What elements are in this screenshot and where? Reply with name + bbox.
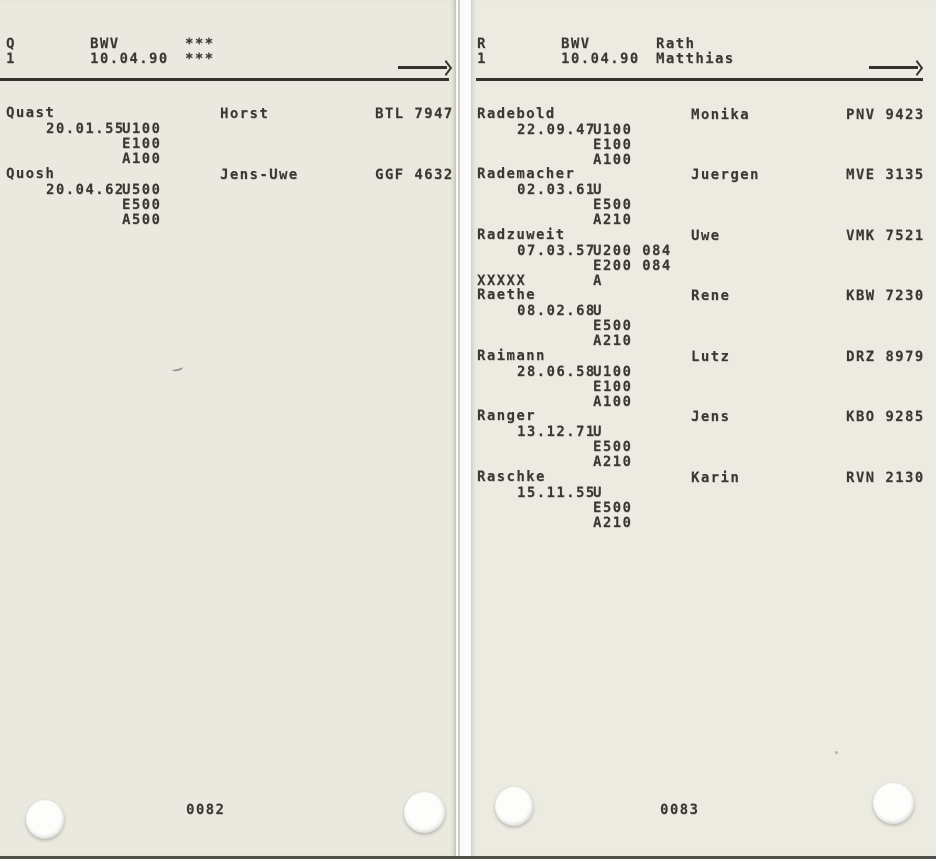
sequence-number: 1: [477, 51, 487, 67]
entry-code-3: A500: [122, 211, 162, 228]
page-number: 0082: [186, 802, 226, 818]
registry-card-left: [0, 0, 456, 856]
entry-firstname: Jens: [691, 409, 731, 425]
entry-birthdate: 20.04.62: [46, 181, 125, 198]
page-number: 0083: [660, 802, 700, 818]
entry-code-2: E500: [593, 196, 633, 213]
entry-surname: Rademacher: [477, 166, 576, 182]
entry-birthdate: 15.11.55: [517, 484, 596, 501]
entry-code-2: E500: [593, 438, 633, 455]
registry-entry: [471, 408, 936, 468]
punch-hole: [873, 783, 914, 824]
registry-entry: [471, 469, 936, 529]
entry-code-2: E200 084: [593, 257, 672, 274]
org-label: BWV: [561, 36, 591, 52]
entry-plate-code: KBO 9285: [846, 409, 925, 425]
entry-plate-code: BTL 7947: [375, 106, 454, 122]
ref-line-1: ***: [185, 36, 215, 52]
registry-card-right: [471, 0, 936, 856]
entry-surname: Radebold: [477, 106, 556, 122]
scan-speck: [835, 751, 838, 754]
punch-hole: [495, 787, 533, 826]
registry-entry: [471, 348, 936, 408]
entry-code-1: U500: [122, 181, 162, 198]
entry-birthdate: 22.09.47: [517, 121, 596, 138]
entry-surname: Raimann: [477, 348, 546, 364]
ref-line-2: ***: [185, 51, 215, 67]
entry-firstname: Karin: [691, 470, 741, 486]
entry-birthdate: 08.02.68: [517, 302, 596, 319]
entry-plate-code: RVN 2130: [846, 470, 925, 486]
ref-line-1: Rath: [656, 36, 696, 52]
entry-void-marker: XXXXX: [477, 272, 527, 289]
entry-code-2: E500: [593, 499, 633, 516]
entry-plate-code: PNV 9423: [846, 107, 925, 123]
entry-plate-code: KBW 7230: [846, 288, 925, 304]
card-date: 10.04.90: [561, 51, 640, 67]
ref-line-2: Matthias: [656, 51, 735, 67]
index-letter: Q: [6, 36, 16, 52]
arrow-right-icon: [398, 60, 452, 74]
index-letter: R: [477, 36, 487, 52]
entry-birthdate: 13.12.71: [517, 423, 596, 440]
org-label: BWV: [90, 36, 120, 52]
header-divider: [476, 78, 923, 81]
sequence-number: 1: [6, 51, 16, 67]
registry-entry: [0, 105, 456, 165]
entry-code-1: U100: [122, 120, 162, 137]
registry-entry: [471, 227, 936, 287]
entry-code-3: A: [593, 272, 603, 289]
entry-code-1: U: [593, 181, 603, 198]
entry-birthdate: 28.06.58: [517, 363, 596, 380]
entry-code-2: E100: [593, 136, 633, 153]
scan-speck: [172, 365, 184, 373]
entry-firstname: Juergen: [691, 167, 760, 183]
entry-plate-code: MVE 3135: [846, 167, 925, 183]
entry-surname: Ranger: [477, 408, 536, 424]
registry-entry: [0, 166, 456, 226]
entry-birthdate: 20.01.55: [46, 120, 125, 137]
entry-firstname: Monika: [691, 107, 750, 123]
entry-code-1: U100: [593, 121, 633, 138]
entry-surname: Quast: [6, 105, 56, 121]
entry-surname: Raethe: [477, 287, 536, 303]
entry-plate-code: VMK 7521: [846, 228, 925, 244]
entry-code-2: E500: [122, 196, 162, 213]
entry-code-3: A210: [593, 514, 633, 531]
entry-firstname: Lutz: [691, 349, 731, 365]
entry-code-3: A210: [593, 453, 633, 470]
entry-firstname: Rene: [691, 288, 731, 304]
entry-code-3: A100: [593, 151, 633, 168]
registry-entry: [471, 287, 936, 347]
entry-firstname: Uwe: [691, 228, 721, 244]
header-divider: [0, 78, 449, 81]
entry-surname: Raschke: [477, 469, 546, 485]
card-date: 10.04.90: [90, 51, 169, 67]
entry-code-1: U200 084: [593, 242, 672, 259]
registry-entry: [471, 106, 936, 166]
entry-surname: Quosh: [6, 166, 56, 182]
entry-code-1: U: [593, 484, 603, 501]
entry-firstname: Horst: [220, 106, 270, 122]
page-gutter: [456, 0, 471, 856]
entry-code-2: E100: [122, 135, 162, 152]
entry-code-1: U: [593, 302, 603, 319]
entry-code-3: A100: [593, 393, 633, 410]
entry-plate-code: GGF 4632: [375, 167, 454, 183]
entry-surname: Radzuweit: [477, 227, 566, 243]
entry-code-3: A210: [593, 211, 633, 228]
entry-code-3: A100: [122, 150, 162, 167]
registry-entry: [471, 166, 936, 226]
entry-birthdate: 02.03.61: [517, 181, 596, 198]
arrow-right-icon: [869, 60, 923, 74]
entry-code-1: U: [593, 423, 603, 440]
entry-firstname: Jens-Uwe: [220, 167, 299, 183]
entry-birthdate: 07.03.57: [517, 242, 596, 259]
punch-hole: [26, 800, 64, 839]
entry-code-2: E500: [593, 317, 633, 334]
entry-code-3: A210: [593, 332, 633, 349]
punch-hole: [404, 792, 445, 833]
entry-plate-code: DRZ 8979: [846, 349, 925, 365]
entry-code-1: U100: [593, 363, 633, 380]
entry-code-2: E100: [593, 378, 633, 395]
